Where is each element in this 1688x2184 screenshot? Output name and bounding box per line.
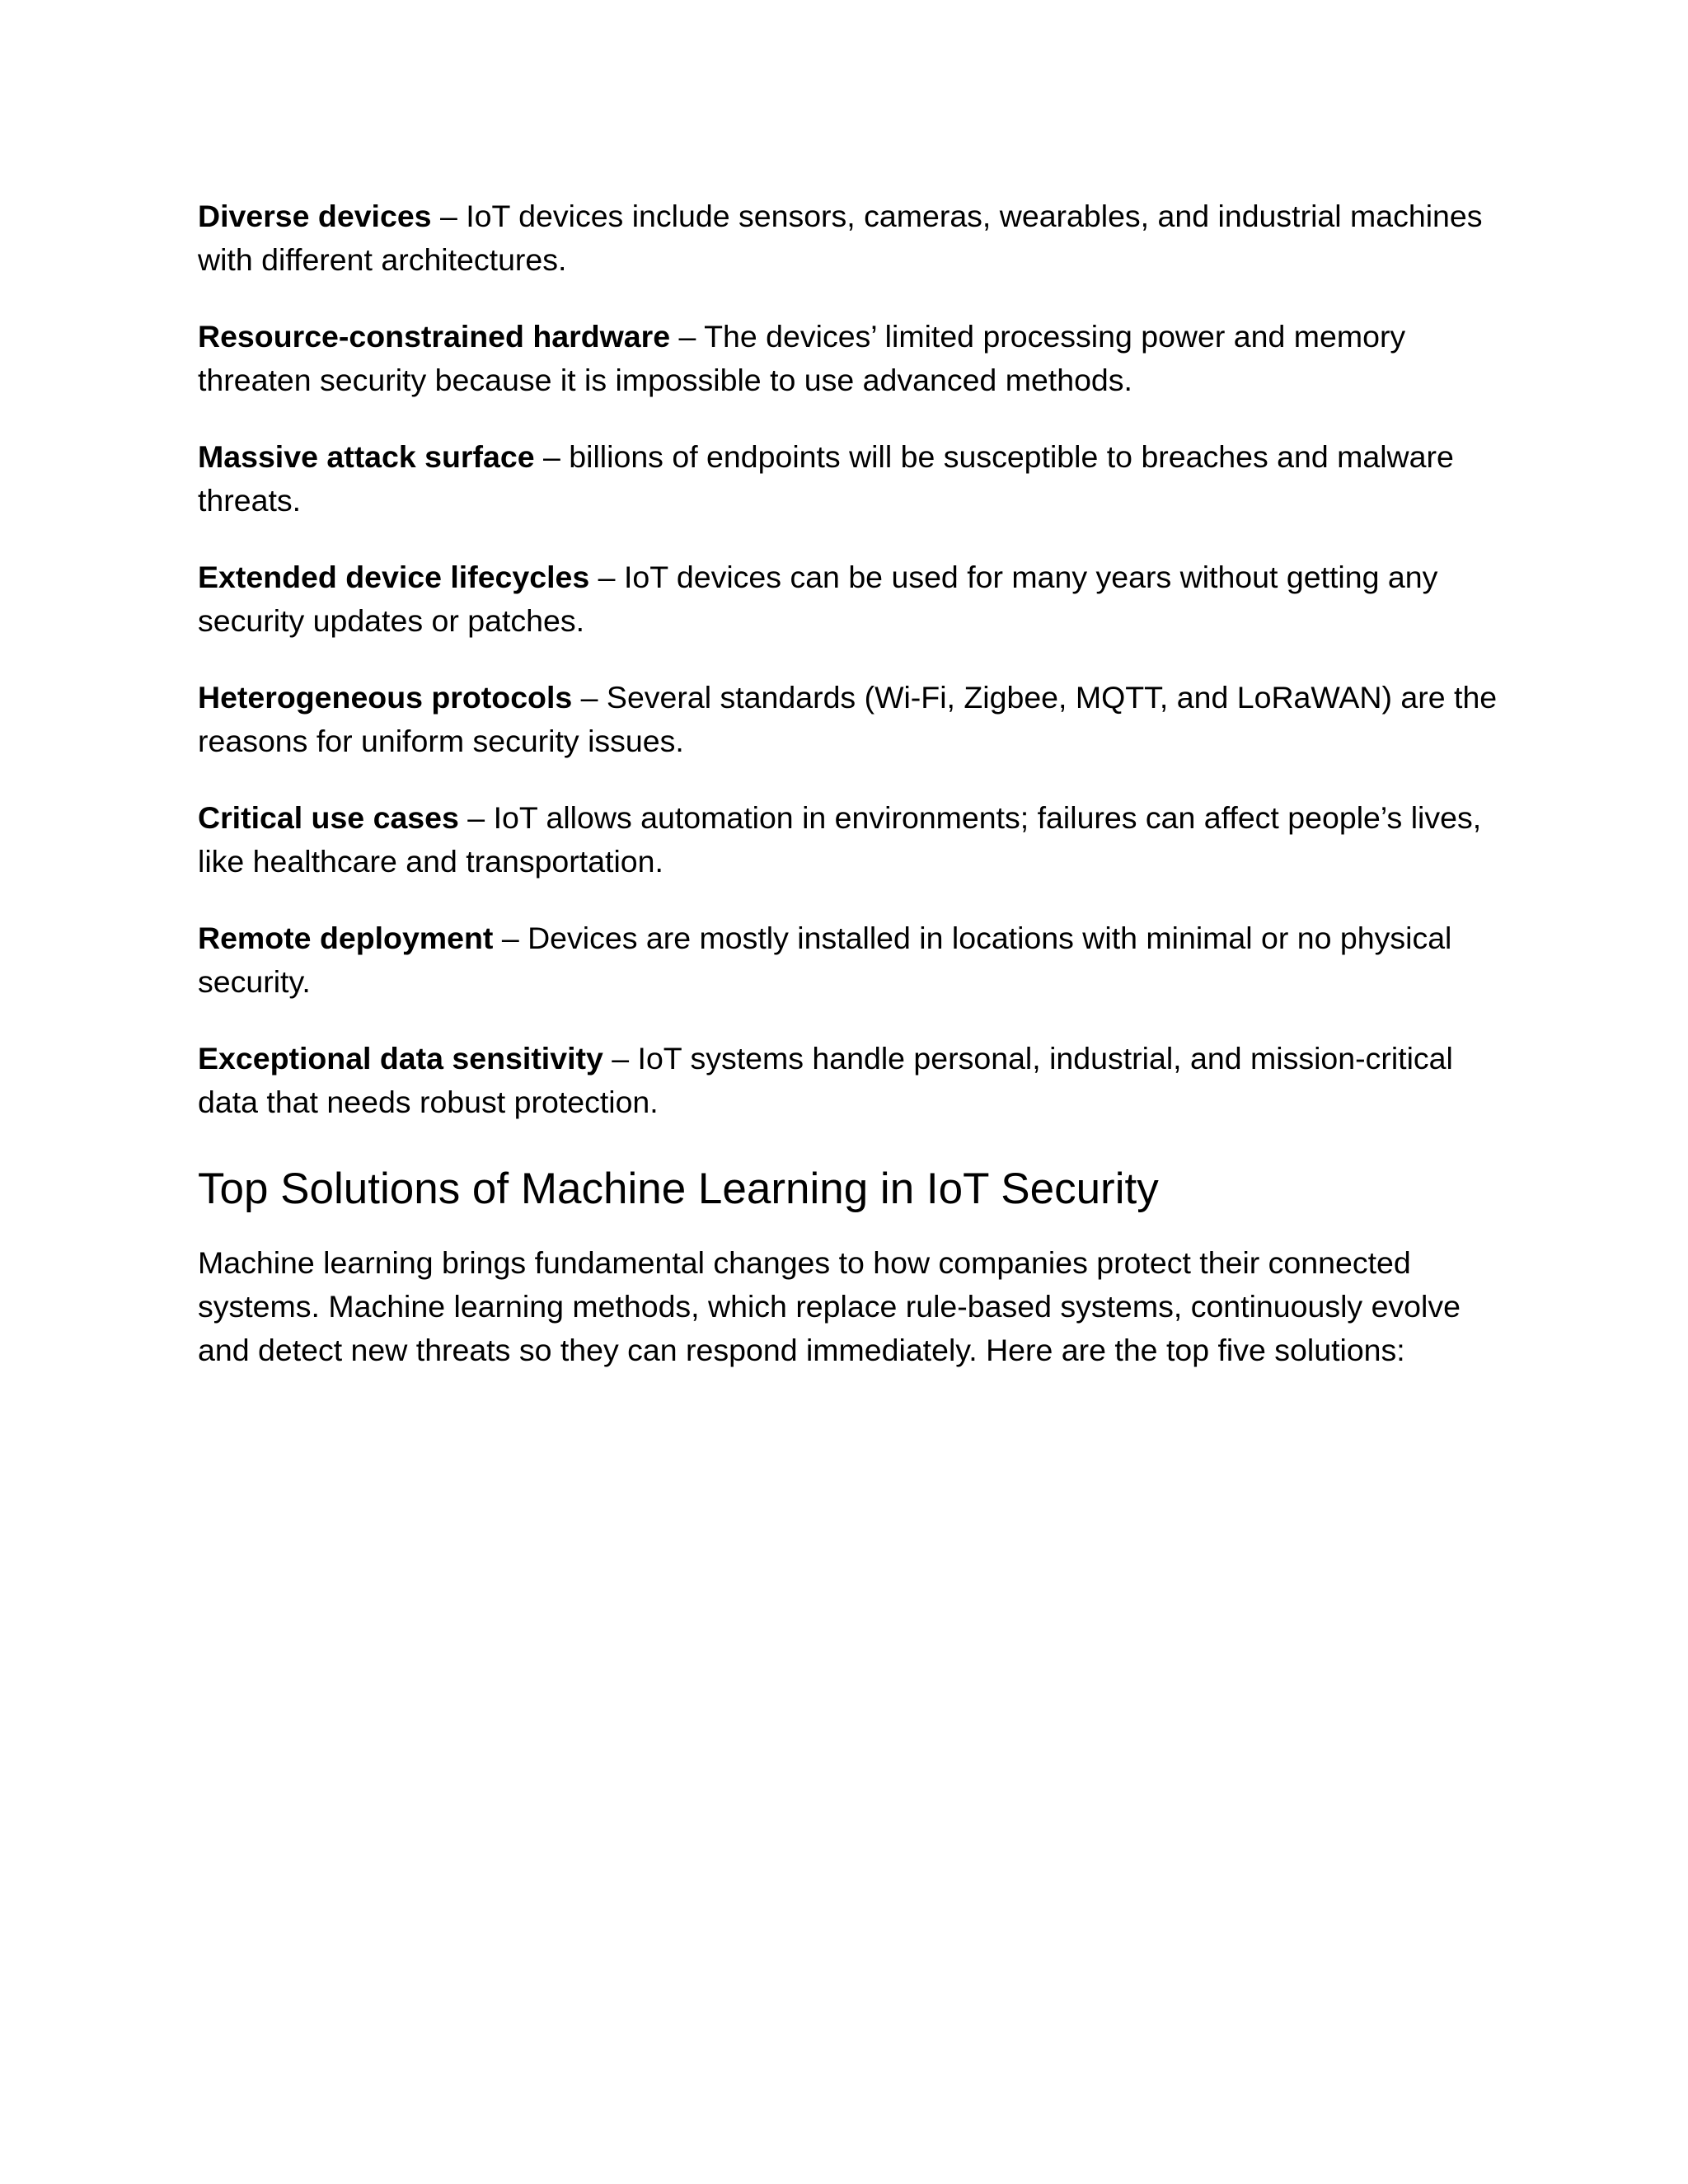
item-description: – The devices’ limited processing power and memory threaten security because it is impossible to use advanced methods. — [198, 319, 1406, 397]
list-item-remote-deployment — [198, 916, 1517, 1004]
item-description: – billions of endpoints will be susceptible to breaches and malware threats. — [198, 439, 1454, 518]
list-item-heterogeneous-protocols — [198, 676, 1517, 763]
item-term: Heterogeneous protocols — [198, 680, 573, 715]
list-item-critical-use-cases — [198, 796, 1517, 883]
document-body — [198, 194, 1517, 1372]
item-description: – IoT systems handle personal, industrial, and mission-critical data that needs robust protection. — [198, 1041, 1453, 1119]
list-item-resource-constrained-hardware — [198, 315, 1517, 402]
item-term: Massive attack surface — [198, 439, 535, 474]
item-term: Remote deployment — [198, 921, 494, 955]
item-description: – IoT allows automation in environments; failures can affect people’s lives, like healthcare and transportation. — [198, 800, 1482, 879]
item-description: – Devices are mostly installed in locations with minimal or no physical security. — [198, 921, 1452, 999]
item-description: – Several standards (Wi-Fi, Zigbee, MQTT, and LoRaWAN) are the reasons for uniform security issues. — [198, 680, 1498, 758]
item-term: Critical use cases — [198, 800, 459, 835]
section-heading: Top Solutions of Machine Learning in IoT Security — [198, 1165, 1159, 1213]
item-description: – IoT devices include sensors, cameras, wearables, and industrial machines with different architectures. — [198, 199, 1483, 277]
list-item-extended-device-lifecycles — [198, 555, 1517, 643]
item-term: Resource-constrained hardware — [198, 319, 671, 354]
item-description: – IoT devices can be used for many years without getting any security updates or patches. — [198, 560, 1438, 638]
list-item-massive-attack-surface — [198, 435, 1517, 523]
item-term: Exceptional data sensitivity — [198, 1041, 603, 1076]
item-term: Extended device lifecycles — [198, 560, 590, 594]
list-item-diverse-devices — [198, 194, 1517, 282]
section-paragraph: Machine learning brings fundamental changes to how companies protect their connected systems. Machine learning methods, which replace rule-based systems, continuously evolve and detect new threats so they can respond immediately. Here are the top five solutions: — [198, 1245, 1461, 1367]
item-term: Diverse devices — [198, 199, 432, 233]
list-item-exceptional-data-sensitivity — [198, 1037, 1517, 1124]
